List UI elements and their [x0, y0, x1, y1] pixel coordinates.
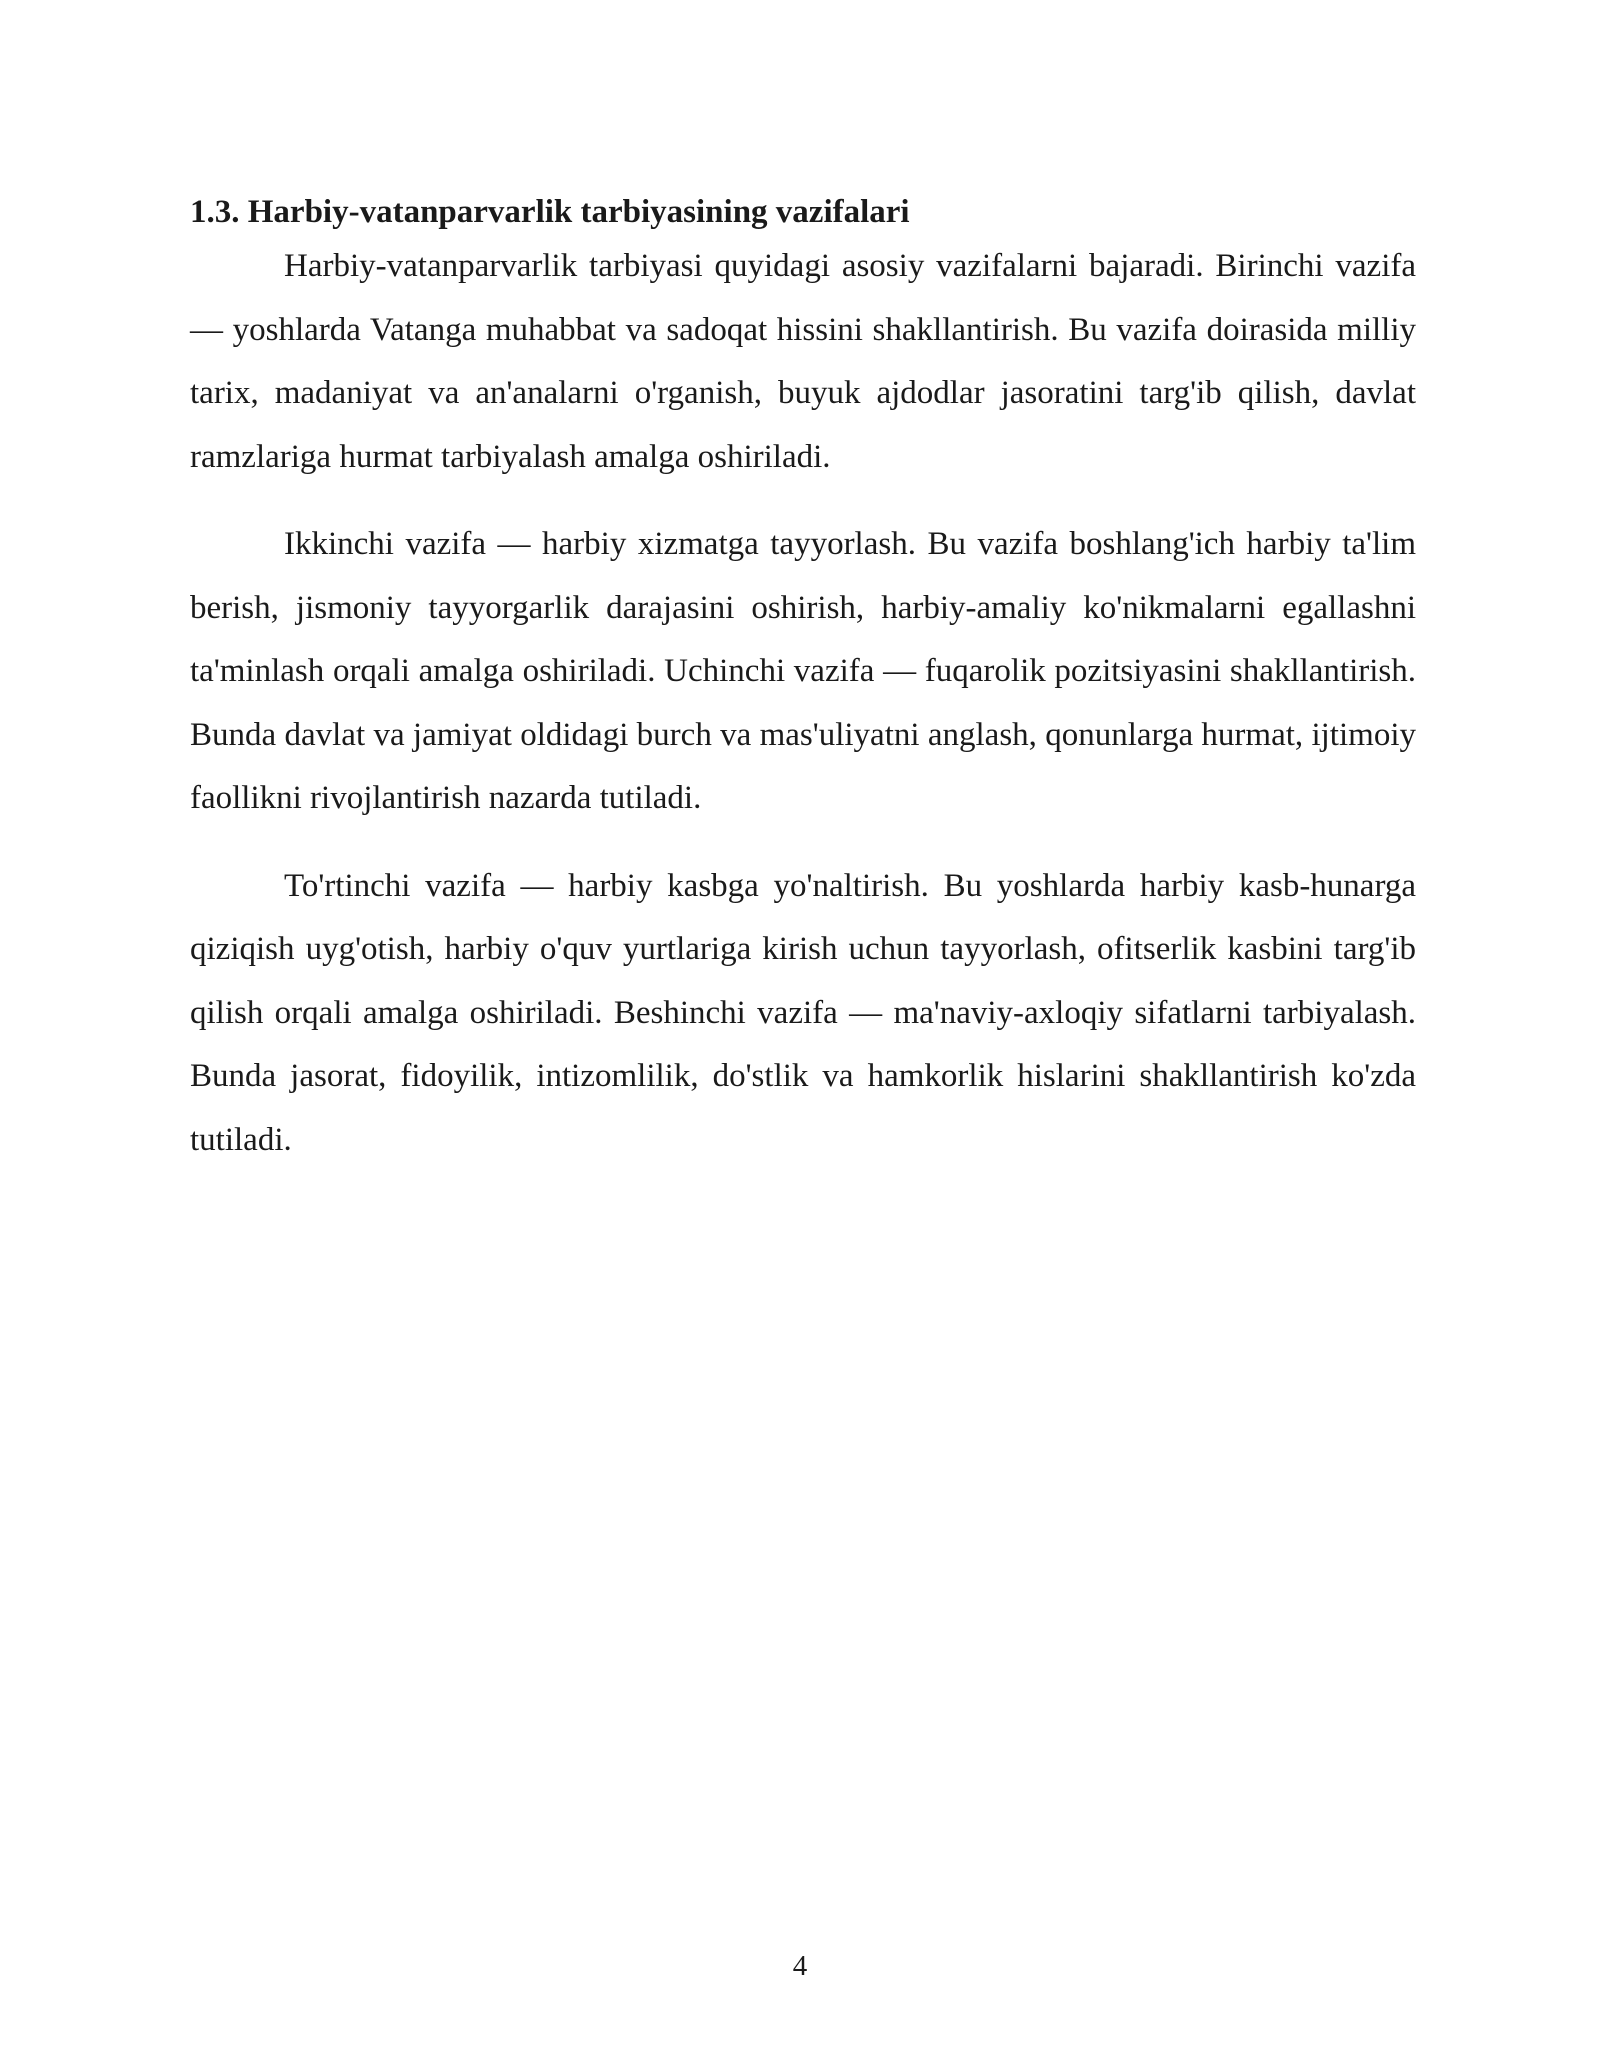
paragraph-3: To'rtinchi vazifa — harbiy kasbga yo'naltirish. Bu yoshlarda harbiy kasb-hunarga qiziqish uyg'otish, harbiy o'quv yurtlariga kirish uchun tayyorlash, ofitserlik kasbini targ'ib qilish orqali amalga oshiriladi. Beshinchi vazifa — ma'naviy-axloqiy sifatlarni tarbiyalash. Bunda jasorat, fidoyilik, intizomlilik, do'stlik va hamkorlik hislarini shakllantirish ko'zda tutiladi. — [190, 867, 1416, 1158]
page-number: 4 — [792, 1950, 808, 1982]
section-heading: 1.3. Harbiy-vatanparvarlik tarbiyasining vazifalari — [190, 194, 910, 230]
page-content — [190, 190, 1416, 1196]
paragraph-2: Ikkinchi vazifa — harbiy xizmatga tayyorlash. Bu vazifa boshlang'ich harbiy ta'lim berish, jismoniy tayyorgarlik darajasini oshirish, harbiy-amaliy ko'nikmalarni egallashni ta'minlash orqali amalga oshiriladi. Uchinchi vazifa — fuqarolik pozitsiyasini shakllantirish. Bunda davlat va jamiyat oldidagi burch va mas'uliyatni anglash, qonunlarga hurmat, ijtimoiy faollikni rivojlantirish nazarda tutiladi. — [190, 526, 1416, 816]
paragraph-1: Harbiy-vatanparvarlik tarbiyasi quyidagi asosiy vazifalarni bajaradi. Birinchi vazifa — yoshlarda Vatanga muhabbat va sadoqat hissini shakllantirish. Bu vazifa doirasida milliy tarix, madaniyat va an'analarni o'rganish, buyuk ajdodlar jasoratini targ'ib qilish, davlat ramzlariga hurmat tarbiyalash amalga oshiriladi. — [190, 248, 1416, 475]
